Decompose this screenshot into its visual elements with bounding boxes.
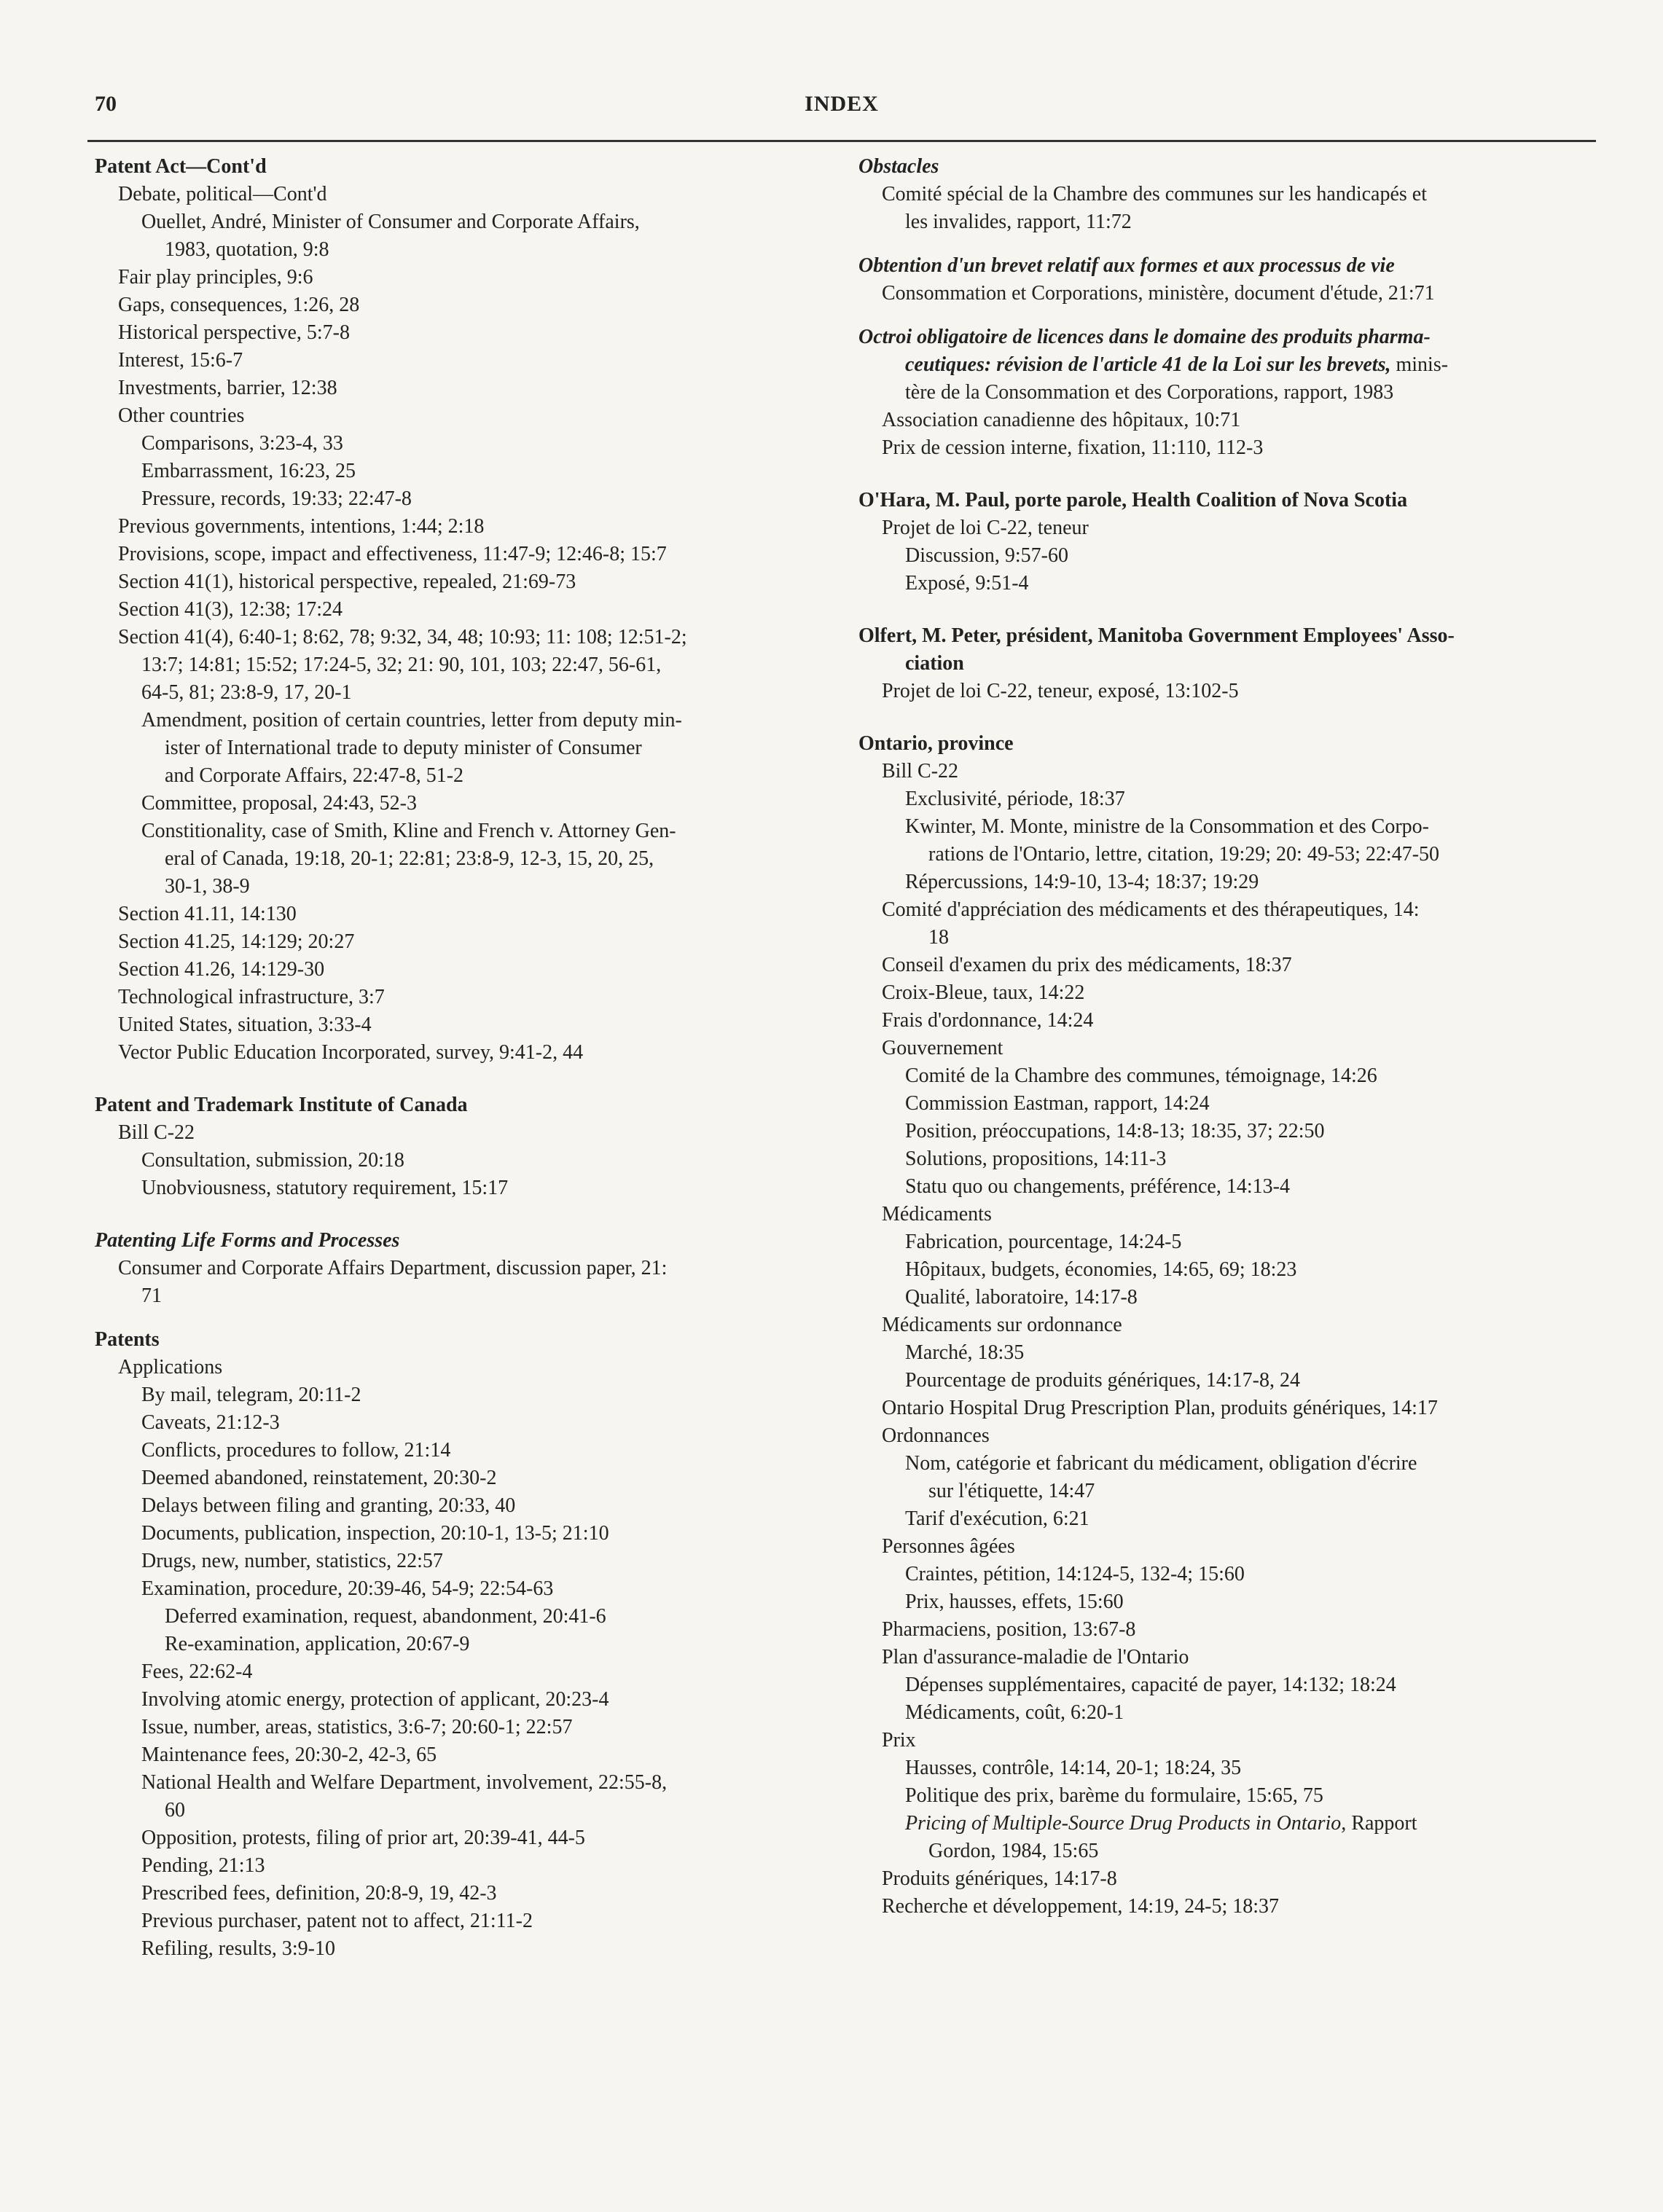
index-entry: Previous governments, intentions, 1:44; 2:18 — [118, 515, 485, 538]
index-entry: Consultation, submission, 20:18 — [141, 1149, 404, 1172]
index-entry: National Health and Welfare Department, involvement, 22:55-8, — [141, 1771, 668, 1794]
cited-report-label: Rapport — [1351, 1812, 1417, 1835]
index-entry-cited-title — [858, 1810, 1594, 1838]
index-entry: Prix — [882, 1729, 916, 1752]
index-entry: Comité d'appréciation des médicaments et des thérapeutiques, 14: — [882, 898, 1420, 921]
index-entry: Gouvernement — [882, 1037, 1003, 1059]
index-entry: Frais d'ordonnance, 14:24 — [882, 1009, 1094, 1032]
index-heading-cont-tail: minis- — [1396, 353, 1449, 376]
index-entry: Comparisons, 3:23-4, 33 — [141, 432, 343, 455]
index-entry: Bill C-22 — [118, 1121, 195, 1144]
index-entry: 18 — [928, 926, 949, 949]
index-entry: 71 — [141, 1285, 162, 1307]
index-entry: Refiling, results, 3:9-10 — [141, 1937, 335, 1960]
index-heading: Obtention d'un brevet relatif aux formes et aux processus de vie — [858, 254, 1395, 277]
index-entry: Pharmaciens, position, 13:67-8 — [882, 1618, 1136, 1641]
index-entry: Section 41.26, 14:129-30 — [118, 958, 325, 981]
index-entry: Discussion, 9:57-60 — [905, 544, 1068, 567]
index-entry: Deferred examination, request, abandonment, 20:41-6 — [165, 1605, 606, 1628]
index-entry: By mail, telegram, 20:11-2 — [141, 1384, 361, 1406]
index-entry: Amendment, position of certain countries, letter from deputy min- — [141, 709, 682, 732]
index-entry: Pressure, records, 19:33; 22:47-8 — [141, 487, 412, 510]
index-entry: Craintes, pétition, 14:124-5, 132-4; 15:60 — [905, 1563, 1245, 1585]
index-entry: Hôpitaux, budgets, économies, 14:65, 69; 18:23 — [905, 1258, 1297, 1281]
index-heading: ciation — [905, 652, 964, 675]
page-number: 70 — [95, 92, 117, 116]
index-entry: Vector Public Education Incorporated, survey, 9:41-2, 44 — [118, 1041, 584, 1064]
index-entry: Conflicts, procedures to follow, 21:14 — [141, 1439, 451, 1462]
index-entry: Hausses, contrôle, 14:14, 20-1; 18:24, 35 — [905, 1757, 1242, 1779]
index-entry: Comité de la Chambre des communes, témoignage, 14:26 — [905, 1064, 1377, 1087]
index-entry: Documents, publication, inspection, 20:10-1, 13-5; 21:10 — [141, 1522, 609, 1545]
index-entry: ister of International trade to deputy minister of Consumer — [165, 737, 642, 759]
index-entry: sur l'étiquette, 14:47 — [928, 1480, 1095, 1502]
index-entry: Personnes âgées — [882, 1535, 1015, 1558]
index-entry: Projet de loi C-22, teneur — [882, 517, 1089, 539]
index-entry: Pourcentage de produits génériques, 14:17-8, 24 — [905, 1369, 1300, 1392]
index-entry: Investments, barrier, 12:38 — [118, 377, 337, 399]
index-entry: Ouellet, André, Minister of Consumer and Corporate Affairs, — [141, 211, 640, 233]
index-entry: Debate, political—Cont'd — [118, 183, 327, 205]
index-entry: Conseil d'examen du prix des médicaments, 18:37 — [882, 954, 1292, 976]
cited-report-title: Pricing of Multiple-Source Drug Products in Ontario, — [905, 1812, 1347, 1835]
index-entry: Tarif d'exécution, 6:21 — [905, 1507, 1089, 1530]
index-entry: Section 41(1), historical perspective, repealed, 21:69-73 — [118, 570, 576, 593]
index-entry: Re-examination, application, 20:67-9 — [165, 1633, 470, 1655]
index-entry: Prix de cession interne, fixation, 11:110, 112-3 — [882, 436, 1264, 459]
index-entry: Unobviousness, statutory requirement, 15:17 — [141, 1177, 509, 1199]
index-entry: Kwinter, M. Monte, ministre de la Consommation et des Corpo- — [905, 815, 1430, 838]
index-entry: Examination, procedure, 20:39-46, 54-9; 22:54-63 — [141, 1577, 554, 1600]
index-entry: Embarrassment, 16:23, 25 — [141, 460, 356, 482]
index-entry: Drugs, new, number, statistics, 22:57 — [141, 1550, 443, 1572]
index-entry: Constitionality, case of Smith, Kline and French v. Attorney Gen- — [141, 820, 676, 842]
index-entry: Plan d'assurance-maladie de l'Ontario — [882, 1646, 1189, 1668]
index-heading: Patenting Life Forms and Processes — [95, 1229, 400, 1252]
index-entry: Fair play principles, 9:6 — [118, 266, 313, 289]
index-entry: Bill C-22 — [882, 760, 959, 783]
index-entry: 30-1, 38-9 — [165, 875, 250, 898]
index-entry: les invalides, rapport, 11:72 — [905, 211, 1132, 233]
index-entry: Consommation et Corporations, ministère, document d'étude, 21:71 — [882, 282, 1435, 305]
index-entry: rations de l'Ontario, lettre, citation, 19:29; 20: 49-53; 22:47-50 — [928, 843, 1440, 866]
index-heading: Obstacles — [858, 155, 939, 178]
index-entry: and Corporate Affairs, 22:47-8, 51-2 — [165, 764, 464, 787]
index-entry: Qualité, laboratoire, 14:17-8 — [905, 1286, 1138, 1309]
index-entry: 1983, quotation, 9:8 — [165, 238, 329, 261]
index-entry: tère de la Consommation et des Corporations, rapport, 1983 — [905, 381, 1394, 404]
index-entry: Prix, hausses, effets, 15:60 — [905, 1591, 1124, 1613]
index-entry: Maintenance fees, 20:30-2, 42-3, 65 — [141, 1744, 437, 1766]
index-entry: Section 41.11, 14:130 — [118, 903, 297, 925]
index-entry: Provisions, scope, impact and effectiveness, 11:47-9; 12:46-8; 15:7 — [118, 543, 667, 565]
index-entry: 13:7; 14:81; 15:52; 17:24-5, 32; 21: 90, 101, 103; 22:47, 56-61, — [141, 654, 662, 676]
index-entry: Position, préoccupations, 14:8-13; 18:35, 37; 22:50 — [905, 1120, 1325, 1142]
index-entry: Other countries — [118, 404, 245, 427]
index-entry: Nom, catégorie et fabricant du médicament, obligation d'écrire — [905, 1452, 1417, 1475]
index-entry: Exposé, 9:51-4 — [905, 572, 1029, 595]
index-entry: Prescribed fees, definition, 20:8-9, 19, 42-3 — [141, 1882, 497, 1905]
index-entry: Recherche et développement, 14:19, 24-5; 18:37 — [882, 1895, 1280, 1918]
index-entry: United States, situation, 3:33-4 — [118, 1013, 372, 1036]
index-entry: Produits génériques, 14:17-8 — [882, 1867, 1117, 1890]
index-heading: Olfert, M. Peter, président, Manitoba Government Employees' Asso- — [858, 624, 1455, 647]
index-column-right — [858, 153, 1594, 1921]
index-entry: Marché, 18:35 — [905, 1341, 1025, 1364]
index-entry: Exclusivité, période, 18:37 — [905, 788, 1125, 810]
index-entry: Commission Eastman, rapport, 14:24 — [905, 1092, 1210, 1115]
running-head: INDEX — [805, 92, 879, 116]
index-entry: Technological infrastructure, 3:7 — [118, 986, 385, 1008]
index-entry: 64-5, 81; 23:8-9, 17, 20-1 — [141, 681, 352, 704]
index-entry: Deemed abandoned, reinstatement, 20:30-2 — [141, 1467, 497, 1489]
index-entry: Médicaments — [882, 1203, 992, 1225]
page-header — [87, 86, 1596, 137]
index-entry: Comité spécial de la Chambre des communes sur les handicapés et — [882, 183, 1428, 205]
index-heading: Octroi obligatoire de licences dans le domaine des produits pharma- — [858, 326, 1431, 348]
index-entry: Section 41(4), 6:40-1; 8:62, 78; 9:32, 34, 48; 10:93; 11: 108; 12:51-2; — [118, 626, 687, 648]
index-entry: Caveats, 21:12-3 — [141, 1411, 280, 1434]
header-rule — [87, 140, 1596, 142]
index-entry: eral of Canada, 19:18, 20-1; 22:81; 23:8-9, 12-3, 15, 20, 25, — [165, 847, 654, 870]
index-entry: Section 41.25, 14:129; 20:27 — [118, 930, 355, 953]
index-entry: Involving atomic energy, protection of applicant, 20:23-4 — [141, 1688, 609, 1711]
index-entry: Gordon, 1984, 15:65 — [928, 1840, 1099, 1862]
index-entry: Fabrication, pourcentage, 14:24-5 — [905, 1231, 1182, 1253]
index-heading: Patents — [95, 1328, 160, 1351]
index-entry: Historical perspective, 5:7-8 — [118, 321, 351, 344]
index-entry: Delays between filing and granting, 20:33, 40 — [141, 1494, 516, 1517]
index-entry: Fees, 22:62-4 — [141, 1660, 253, 1683]
index-heading: Patent and Trademark Institute of Canada — [95, 1094, 468, 1116]
index-entry: Dépenses supplémentaires, capacité de payer, 14:132; 18:24 — [905, 1674, 1396, 1696]
index-heading: Ontario, province — [858, 732, 1014, 755]
index-entry: 60 — [165, 1799, 185, 1821]
index-entry: Association canadienne des hôpitaux, 10:71 — [882, 409, 1241, 431]
index-entry: Médicaments sur ordonnance — [882, 1314, 1122, 1336]
index-entry: Applications — [118, 1356, 223, 1378]
index-entry: Ontario Hospital Drug Prescription Plan, produits génériques, 14:17 — [882, 1397, 1438, 1419]
index-entry: Solutions, propositions, 14:11-3 — [905, 1148, 1167, 1170]
index-entry: Section 41(3), 12:38; 17:24 — [118, 598, 343, 621]
index-entry: Politique des prix, barème du formulaire, 15:65, 75 — [905, 1784, 1323, 1807]
index-column-left — [95, 153, 823, 1963]
index-entry: Ordonnances — [882, 1424, 990, 1447]
index-entry: Pending, 21:13 — [141, 1854, 265, 1877]
index-heading: O'Hara, M. Paul, porte parole, Health Coalition of Nova Scotia — [858, 489, 1408, 511]
index-entry: Croix-Bleue, taux, 14:22 — [882, 981, 1085, 1004]
index-entry: Répercussions, 14:9-10, 13-4; 18:37; 19:29 — [905, 871, 1259, 893]
index-heading-cont-title: ceutiques: révision de l'article 41 de la Loi sur les brevets, — [905, 353, 1391, 376]
index-entry: Consumer and Corporate Affairs Department, discussion paper, 21: — [118, 1257, 668, 1279]
index-entry: Interest, 15:6-7 — [118, 349, 243, 372]
index-entry: Gaps, consequences, 1:26, 28 — [118, 294, 360, 316]
index-entry: Projet de loi C-22, teneur, exposé, 13:102-5 — [882, 680, 1239, 702]
index-entry: Statu quo ou changements, préférence, 14:13-4 — [905, 1175, 1290, 1198]
index-heading-cont — [858, 351, 1594, 379]
index-entry: Médicaments, coût, 6:20-1 — [905, 1701, 1124, 1724]
index-entry: Opposition, protests, filing of prior art, 20:39-41, 44-5 — [141, 1827, 585, 1849]
index-entry: Issue, number, areas, statistics, 3:6-7; 20:60-1; 22:57 — [141, 1716, 573, 1738]
index-entry: Previous purchaser, patent not to affect, 21:11-2 — [141, 1910, 533, 1932]
index-entry: Committee, proposal, 24:43, 52-3 — [141, 792, 417, 815]
index-heading: Patent Act—Cont'd — [95, 155, 267, 178]
